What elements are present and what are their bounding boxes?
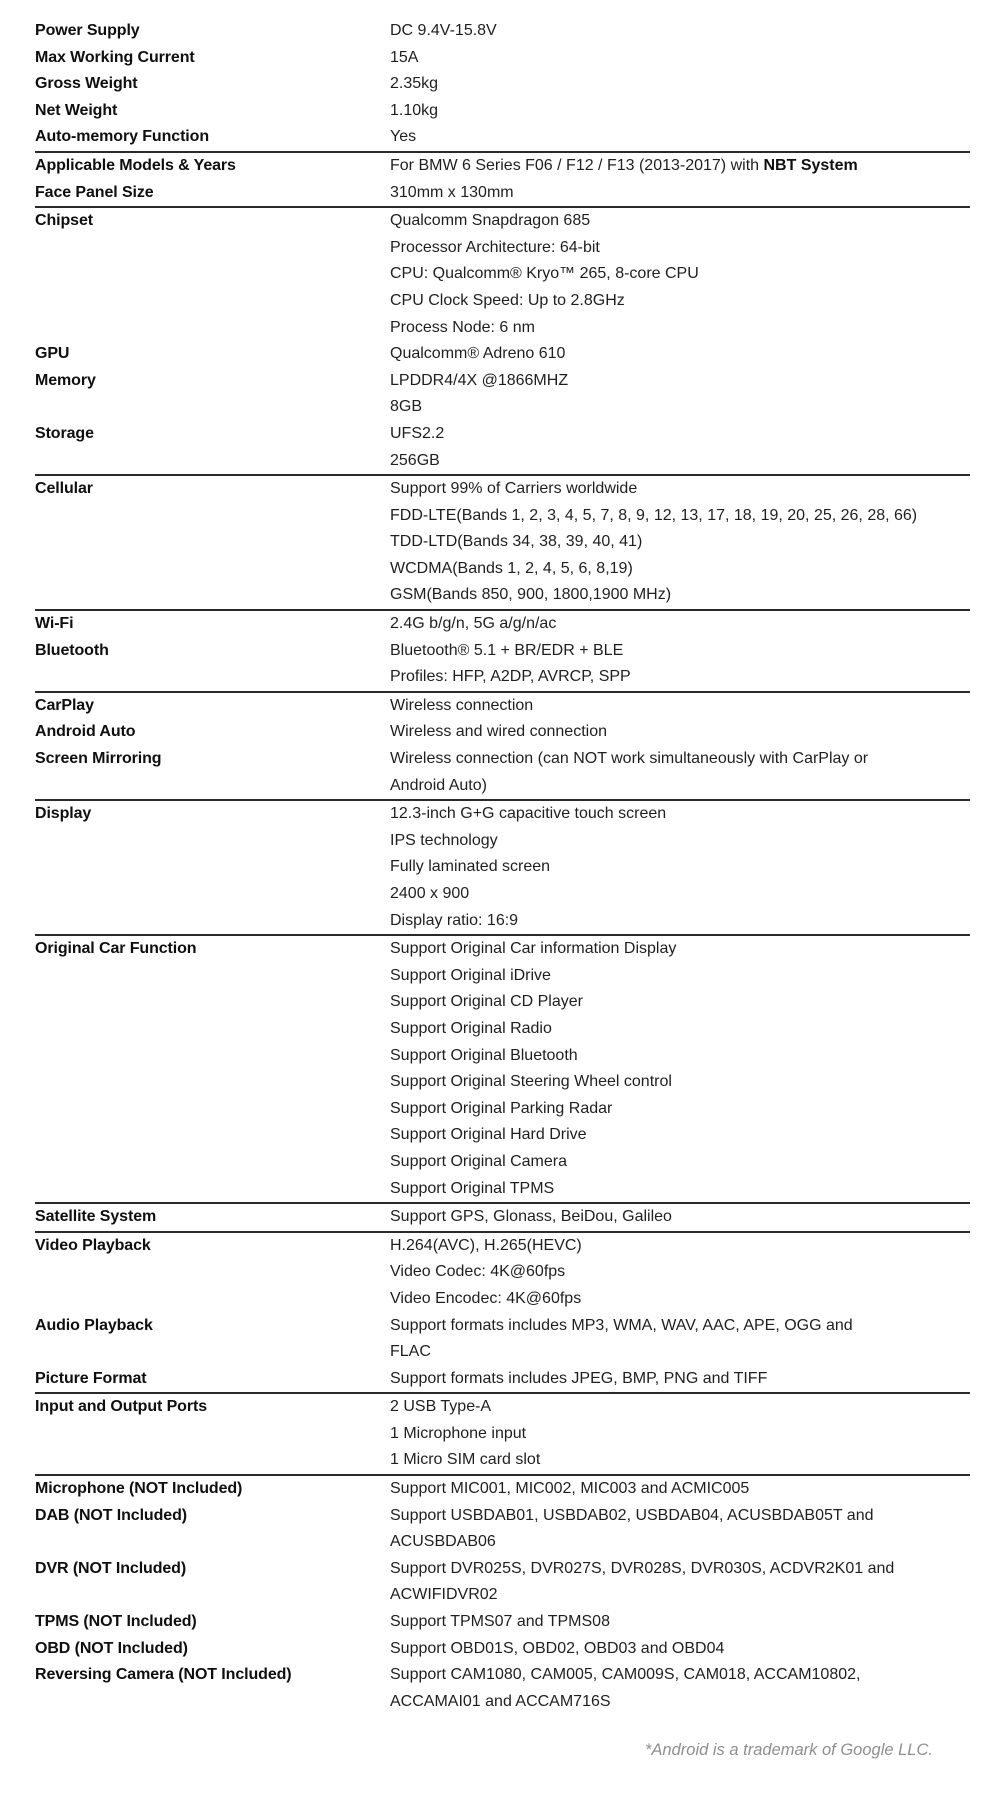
spec-row bbox=[35, 421, 970, 474]
spec-value-line: 1.10kg bbox=[390, 101, 439, 119]
spec-value-line: Display ratio: 16:9 bbox=[390, 911, 519, 929]
spec-value bbox=[390, 1609, 970, 1636]
spec-label: Reversing Camera (NOT Included) bbox=[35, 1666, 292, 1684]
spec-value-line: 2 USB Type-A bbox=[390, 1398, 492, 1416]
spec-label: GPU bbox=[35, 345, 70, 363]
spec-label: Wi-Fi bbox=[35, 615, 74, 633]
spec-label: Net Weight bbox=[35, 101, 118, 119]
spec-value-line: Support OBD01S, OBD02, OBD03 and OBD04 bbox=[390, 1639, 725, 1657]
spec-value-line: 256GB bbox=[390, 451, 440, 469]
spec-value-line: Support GPS, Glonass, BeiDou, Galileo bbox=[390, 1208, 672, 1226]
spec-group bbox=[35, 1392, 970, 1474]
spec-value-line: Support 99% of Carriers worldwide bbox=[390, 480, 638, 498]
spec-value-line: Support Original Radio bbox=[390, 1019, 552, 1037]
spec-value bbox=[390, 368, 970, 421]
spec-row bbox=[35, 476, 970, 609]
spec-label: DVR (NOT Included) bbox=[35, 1559, 187, 1577]
spec-value-line: CPU Clock Speed: Up to 2.8GHz bbox=[390, 291, 625, 309]
spec-label: Auto-memory Function bbox=[35, 128, 209, 146]
spec-label: Input and Output Ports bbox=[35, 1398, 207, 1416]
spec-row bbox=[35, 1204, 970, 1231]
spec-label: DAB (NOT Included) bbox=[35, 1506, 187, 1524]
spec-value-line: Fully laminated screen bbox=[390, 858, 551, 876]
spec-value bbox=[390, 71, 970, 98]
spec-value-line: 310mm x 130mm bbox=[390, 183, 514, 201]
spec-value-line: Processor Architecture: 64-bit bbox=[390, 238, 600, 256]
spec-value-line: H.264(AVC), H.265(HEVC) bbox=[390, 1236, 582, 1254]
spec-label: Audio Playback bbox=[35, 1316, 153, 1334]
spec-row bbox=[35, 1609, 970, 1636]
spec-label: Microphone (NOT Included) bbox=[35, 1480, 243, 1498]
spec-row bbox=[35, 1503, 970, 1556]
spec-value bbox=[390, 180, 970, 207]
spec-value-line: 1 Micro SIM card slot bbox=[390, 1451, 541, 1469]
spec-value-line: Bluetooth® 5.1 + BR/EDR + BLE bbox=[390, 641, 624, 659]
spec-value-line: Process Node: 6 nm bbox=[390, 318, 535, 336]
spec-row bbox=[35, 1636, 970, 1663]
spec-value-line: 12.3-inch G+G capacitive touch screen bbox=[390, 805, 667, 823]
spec-value-line: CPU: Qualcomm® Kryo™ 265, 8-core CPU bbox=[390, 265, 699, 283]
spec-group bbox=[35, 206, 970, 474]
spec-value bbox=[390, 124, 970, 151]
spec-group bbox=[35, 1202, 970, 1231]
spec-row bbox=[35, 801, 970, 934]
spec-group bbox=[35, 151, 970, 206]
spec-value-line: FLAC bbox=[390, 1343, 431, 1361]
spec-value-line: IPS technology bbox=[390, 831, 498, 849]
spec-value bbox=[390, 1636, 970, 1663]
spec-row bbox=[35, 719, 970, 746]
spec-value-line: Support Original Camera bbox=[390, 1152, 567, 1170]
spec-group bbox=[35, 691, 970, 799]
spec-value-line: Support USBDAB01, USBDAB02, USBDAB04, ACUSBDAB05T and bbox=[390, 1506, 874, 1524]
spec-value-line: WCDMA(Bands 1, 2, 4, 5, 6, 8,19) bbox=[390, 559, 633, 577]
spec-value-line: Support CAM1080, CAM005, CAM009S, CAM018, ACCAM10802, bbox=[390, 1666, 861, 1684]
spec-value-line: 15A bbox=[390, 48, 419, 66]
spec-value bbox=[390, 1503, 970, 1556]
spec-label: OBD (NOT Included) bbox=[35, 1639, 188, 1657]
spec-label: Satellite System bbox=[35, 1208, 157, 1226]
spec-value-line: Support formats includes JPEG, BMP, PNG and TIFF bbox=[390, 1369, 768, 1387]
spec-value-line: Qualcomm® Adreno 610 bbox=[390, 345, 566, 363]
spec-label: Screen Mirroring bbox=[35, 750, 162, 768]
spec-value bbox=[390, 719, 970, 746]
spec-table bbox=[35, 18, 970, 1715]
spec-value-line: 8GB bbox=[390, 398, 423, 416]
spec-label: Cellular bbox=[35, 480, 93, 498]
spec-value bbox=[390, 98, 970, 125]
spec-row bbox=[35, 1366, 970, 1393]
spec-value bbox=[390, 1662, 970, 1715]
spec-row bbox=[35, 180, 970, 207]
spec-row bbox=[35, 1556, 970, 1609]
spec-value-line: Wireless and wired connection bbox=[390, 723, 607, 741]
spec-value bbox=[390, 1476, 970, 1503]
spec-value-line: Support formats includes MP3, WMA, WAV, AAC, APE, OGG and bbox=[390, 1316, 853, 1334]
spec-value bbox=[390, 208, 970, 341]
spec-value-line: For BMW 6 Series F06 / F12 / F13 (2013-2017) with NBT System bbox=[390, 156, 858, 174]
spec-value-line: 2400 x 900 bbox=[390, 885, 470, 902]
spec-value bbox=[390, 476, 970, 609]
spec-label: Memory bbox=[35, 371, 96, 389]
spec-value-line: Support MIC001, MIC002, MIC003 and ACMIC005 bbox=[390, 1480, 750, 1498]
spec-label: Android Auto bbox=[35, 723, 136, 741]
spec-group bbox=[35, 934, 970, 1202]
spec-label: Max Working Current bbox=[35, 48, 195, 66]
spec-value-line: TDD-LTD(Bands 34, 38, 39, 40, 41) bbox=[390, 533, 643, 551]
spec-value-line: Android Auto) bbox=[390, 776, 487, 794]
spec-row bbox=[35, 45, 970, 72]
spec-value-line: Qualcomm Snapdragon 685 bbox=[390, 212, 591, 230]
spec-value bbox=[390, 18, 970, 45]
spec-value-line: Wireless connection bbox=[390, 696, 534, 714]
spec-value bbox=[390, 1556, 970, 1609]
spec-group bbox=[35, 1474, 970, 1715]
spec-value bbox=[390, 801, 970, 934]
spec-value-line: Support Original Parking Radar bbox=[390, 1099, 613, 1117]
spec-row bbox=[35, 71, 970, 98]
spec-row bbox=[35, 638, 970, 691]
spec-value-line: ACCAMAI01 and ACCAM716S bbox=[390, 1692, 611, 1710]
spec-label: Face Panel Size bbox=[35, 183, 154, 201]
spec-value-line: Video Encodec: 4K@60fps bbox=[390, 1289, 582, 1307]
spec-label: TPMS (NOT Included) bbox=[35, 1613, 197, 1631]
spec-value bbox=[390, 153, 970, 180]
spec-value-line: Support Original iDrive bbox=[390, 966, 551, 984]
spec-value bbox=[390, 693, 970, 720]
spec-row bbox=[35, 936, 970, 1202]
spec-label: Bluetooth bbox=[35, 641, 109, 659]
spec-row bbox=[35, 98, 970, 125]
spec-value-line: Yes bbox=[390, 128, 417, 146]
spec-label: CarPlay bbox=[35, 696, 94, 714]
spec-row bbox=[35, 746, 970, 799]
spec-value-line: Support TPMS07 and TPMS08 bbox=[390, 1613, 610, 1631]
spec-value-line: Video Codec: 4K@60fps bbox=[390, 1263, 566, 1281]
spec-group bbox=[35, 474, 970, 609]
spec-value-line: Support Original Hard Drive bbox=[390, 1126, 587, 1144]
spec-value-line: LPDDR4/4X @1866MHZ bbox=[390, 371, 569, 389]
spec-value-line: 2.35kg bbox=[390, 75, 439, 93]
spec-label: Chipset bbox=[35, 212, 93, 230]
spec-value-line: Profiles: HFP, A2DP, AVRCP, SPP bbox=[390, 668, 631, 686]
spec-label: Video Playback bbox=[35, 1236, 151, 1254]
spec-value-line: FDD-LTE(Bands 1, 2, 3, 4, 5, 7, 8, 9, 12, 13, 17, 18, 19, 20, 25, 26, 28, 66) bbox=[390, 506, 918, 524]
spec-value bbox=[390, 936, 970, 1202]
spec-value-line: Support DVR025S, DVR027S, DVR028S, DVR030S, ACDVR2K01 and bbox=[390, 1559, 895, 1577]
spec-value bbox=[390, 45, 970, 72]
spec-value bbox=[390, 638, 970, 691]
spec-value bbox=[390, 1204, 970, 1231]
spec-value-line: DC 9.4V-15.8V bbox=[390, 22, 497, 39]
spec-label: Power Supply bbox=[35, 22, 140, 39]
spec-label: Picture Format bbox=[35, 1369, 147, 1387]
spec-row bbox=[35, 1662, 970, 1715]
spec-value bbox=[390, 611, 970, 638]
spec-group bbox=[35, 1231, 970, 1393]
spec-row bbox=[35, 208, 970, 341]
spec-group bbox=[35, 18, 970, 151]
spec-group bbox=[35, 799, 970, 934]
spec-value-line: ACUSBDAB06 bbox=[390, 1533, 496, 1551]
spec-value bbox=[390, 341, 970, 368]
spec-value-line: Wireless connection (can NOT work simultaneously with CarPlay or bbox=[390, 750, 869, 768]
spec-value-line: 1 Microphone input bbox=[390, 1424, 527, 1442]
spec-group bbox=[35, 609, 970, 691]
spec-value bbox=[390, 1394, 970, 1474]
spec-label: Applicable Models & Years bbox=[35, 156, 236, 174]
spec-value bbox=[390, 746, 970, 799]
spec-value-line: GSM(Bands 850, 900, 1800,1900 MHz) bbox=[390, 586, 672, 604]
android-trademark-note: *Android is a trademark of Google LLC. bbox=[645, 1741, 933, 1760]
spec-row bbox=[35, 1476, 970, 1503]
spec-value-line: Support Original TPMS bbox=[390, 1179, 555, 1197]
spec-row bbox=[35, 18, 970, 45]
spec-label: Storage bbox=[35, 424, 94, 442]
spec-value bbox=[390, 1313, 970, 1366]
spec-value bbox=[390, 421, 970, 474]
spec-value-line: Support Original Car information Display bbox=[390, 940, 677, 958]
spec-row bbox=[35, 1233, 970, 1313]
spec-value-line: UFS2.2 bbox=[390, 424, 445, 442]
spec-value-line: Support Original Steering Wheel control bbox=[390, 1073, 672, 1091]
spec-value-line: Support Original CD Player bbox=[390, 993, 583, 1011]
spec-row bbox=[35, 693, 970, 720]
spec-row bbox=[35, 1394, 970, 1474]
spec-value bbox=[390, 1233, 970, 1313]
spec-label: Display bbox=[35, 805, 92, 823]
spec-label: Original Car Function bbox=[35, 940, 197, 958]
spec-label: Gross Weight bbox=[35, 75, 138, 93]
spec-row bbox=[35, 368, 970, 421]
spec-row bbox=[35, 341, 970, 368]
spec-value-line: ACWIFIDVR02 bbox=[390, 1586, 498, 1604]
spec-row bbox=[35, 611, 970, 638]
spec-value-line: Support Original Bluetooth bbox=[390, 1046, 578, 1064]
spec-row bbox=[35, 1313, 970, 1366]
spec-value-line: 2.4G b/g/n, 5G a/g/n/ac bbox=[390, 615, 557, 633]
spec-row bbox=[35, 153, 970, 180]
spec-value bbox=[390, 1366, 970, 1393]
spec-row bbox=[35, 124, 970, 151]
